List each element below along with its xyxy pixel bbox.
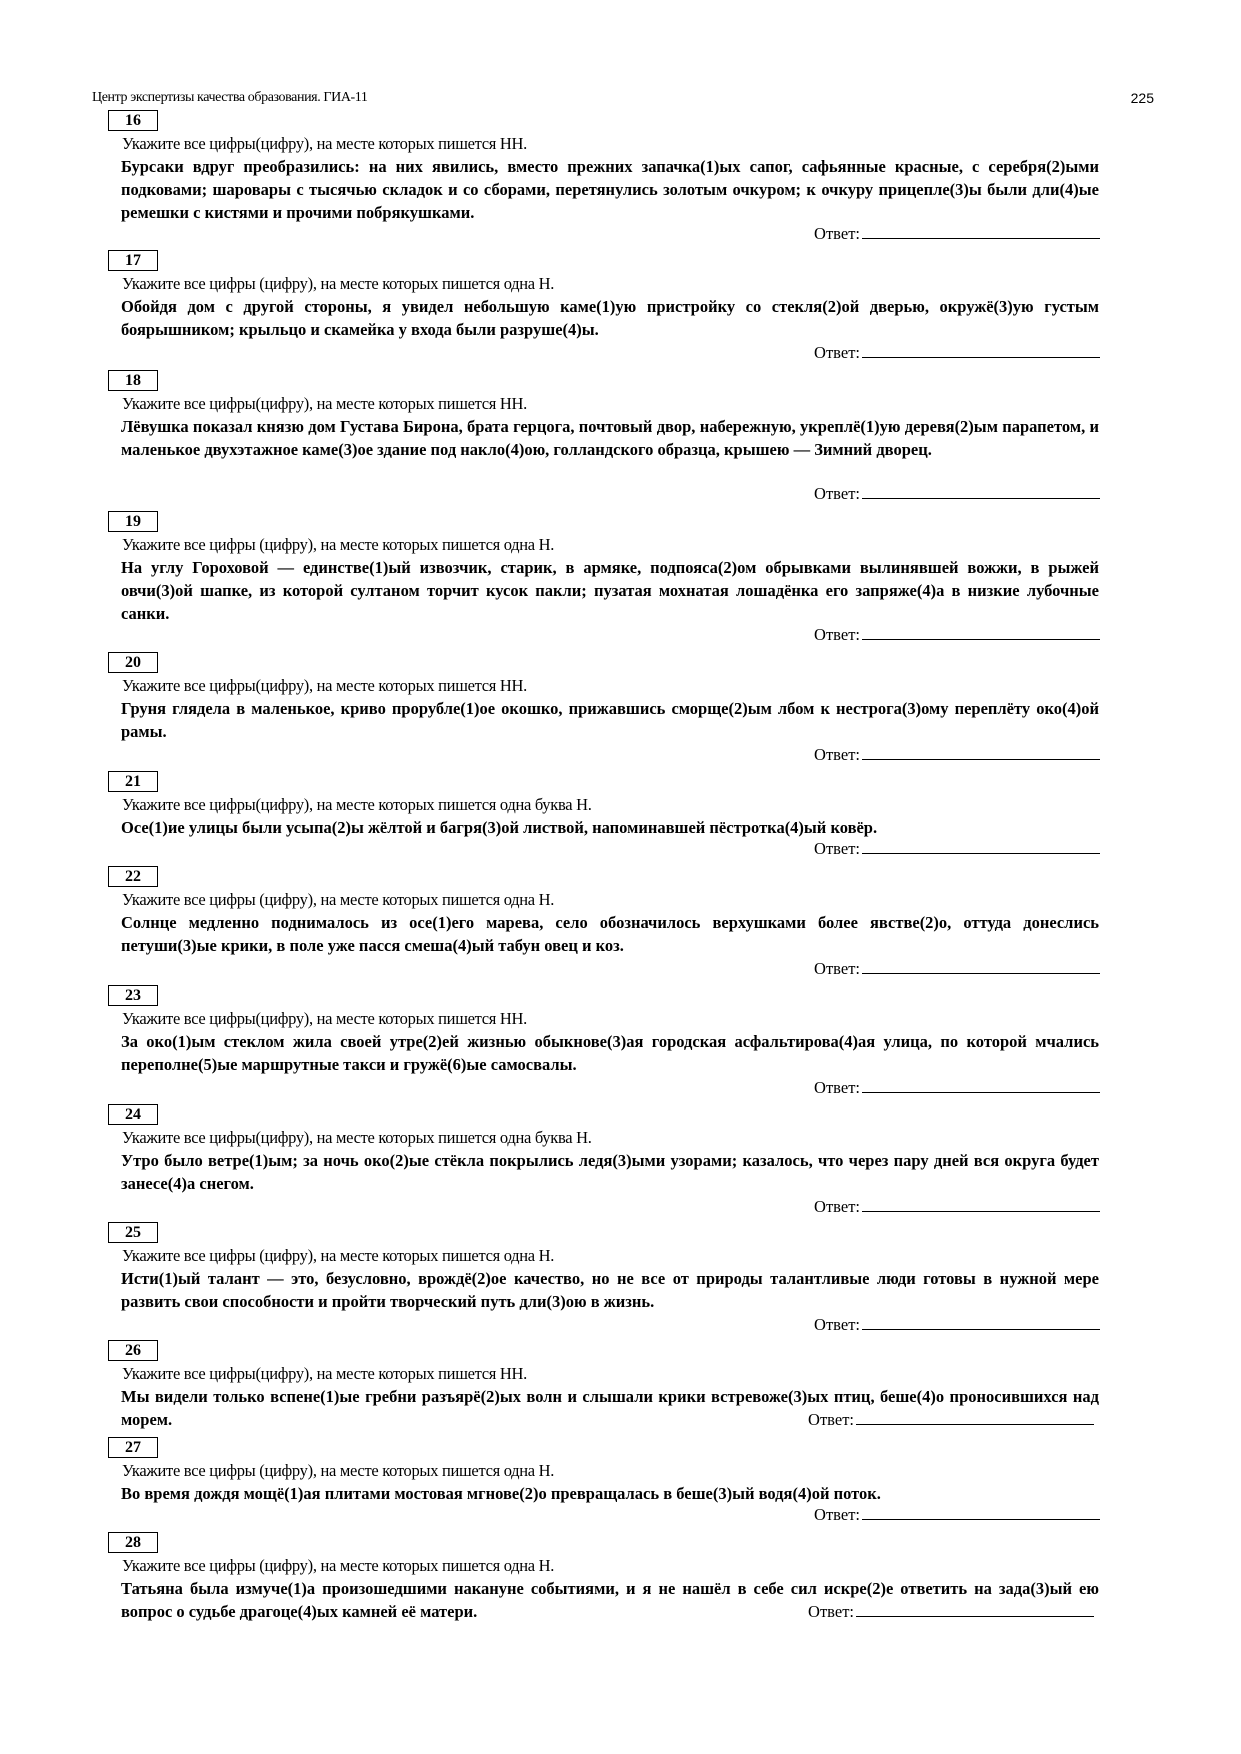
answer-label: Ответ: xyxy=(808,1602,854,1621)
task-number-box: 20 xyxy=(108,652,158,673)
task-text: Обойдя дом с другой стороны, я увидел небольшую каме(1)ую пристройку со стекля(2)ой дверью, окружё(3)ую густым боярышником; крыльцо и скамейка у входа были разруше(4)ы. xyxy=(121,297,1099,339)
answer-field[interactable] xyxy=(808,1410,1094,1430)
answer-label: Ответ: xyxy=(814,839,860,858)
answer-line[interactable] xyxy=(862,343,1100,358)
task-number-box: 26 xyxy=(108,1340,158,1361)
answer-field[interactable] xyxy=(814,625,1100,645)
answer-line[interactable] xyxy=(862,839,1100,854)
task-instruction: Укажите все цифры (цифру), на месте которых пишется одна Н. xyxy=(122,1461,555,1480)
answer-field[interactable] xyxy=(814,839,1100,859)
answer-line[interactable] xyxy=(862,1505,1100,1520)
answer-label: Ответ: xyxy=(814,625,860,644)
answer-field[interactable] xyxy=(814,1078,1100,1098)
answer-line[interactable] xyxy=(862,1078,1100,1093)
answer-field[interactable] xyxy=(814,745,1100,765)
answer-label: Ответ: xyxy=(814,1078,860,1097)
task-text: Груня глядела в маленькое, криво прорубле(1)ое окошко, прижавшись сморще(2)ым лбом к нестрога(3)ому переплёту око(4)ой рамы. xyxy=(121,699,1099,741)
task-instruction: Укажите все цифры (цифру), на месте которых пишется одна Н. xyxy=(122,1246,555,1265)
answer-field[interactable] xyxy=(814,1197,1100,1217)
answer-field[interactable] xyxy=(814,1315,1100,1335)
answer-label: Ответ: xyxy=(814,959,860,978)
task-number-box: 17 xyxy=(108,250,158,271)
task-instruction: Укажите все цифры(цифру), на месте которых пишется НН. xyxy=(122,1009,527,1028)
task-text: Бурсаки вдруг преобразились: на них явились, вместо прежних запачка(1)ых сапог, сафьянные красные, с серебря(2)ыми подковами; шаровары с тысячью складок и со сборами, перетянулись золотым очкуром; к очкуру прицепле(3)ы были дли(4)ые ремешки с кистями и прочими побрякушками. xyxy=(121,157,1099,222)
answer-label: Ответ: xyxy=(814,484,860,503)
answer-line[interactable] xyxy=(862,1197,1100,1212)
task-number-box: 22 xyxy=(108,866,158,887)
task-instruction: Укажите все цифры (цифру), на месте которых пишется одна Н. xyxy=(122,535,555,554)
answer-line[interactable] xyxy=(862,959,1100,974)
answer-field[interactable] xyxy=(814,224,1100,244)
header-title: Центр экспертизы качества образования. ГИА-11 xyxy=(92,90,368,105)
task-instruction: Укажите все цифры(цифру), на месте которых пишется НН. xyxy=(122,676,527,695)
page-header xyxy=(92,90,1154,110)
task-instruction: Укажите все цифры(цифру), на месте которых пишется одна буква Н. xyxy=(122,795,592,814)
answer-label: Ответ: xyxy=(814,343,860,362)
task-text: Татьяна была измуче(1)а произошедшими накануне событиями, и я не нашёл в себе сил искре(2)е ответить на зада(3)ый ею вопрос о судьбе драгоце(4)ых камней её матери. xyxy=(121,1579,1099,1621)
answer-label: Ответ: xyxy=(814,1197,860,1216)
page-number: 225 xyxy=(1130,90,1154,106)
task-text: Во время дождя мощё(1)ая плитами мостовая мгнове(2)о превращалась в беше(3)ый водя(4)ой поток. xyxy=(121,1484,881,1503)
task-number-box: 25 xyxy=(108,1222,158,1243)
task-number-box: 21 xyxy=(108,771,158,792)
answer-line[interactable] xyxy=(862,484,1100,499)
task-text: Осе(1)ие улицы были усыпа(2)ы жёлтой и багря(3)ой листвой, напоминавшей пёстротка(4)ый ковёр. xyxy=(121,818,878,837)
task-text: Мы видели только вспене(1)ые гребни разъярё(2)ых волн и слышали крики встревоже(3)ых птиц, беше(4)о проносившихся над морем. xyxy=(121,1387,1099,1429)
task-text: Исти(1)ый талант — это, безусловно, врождё(2)ое качество, но не все от природы талантливые люди готовы в нужной мере развить свои способности и пройти творческий путь дли(3)ою в жизнь. xyxy=(121,1269,1099,1311)
task-text: Солнце медленно поднималось из осе(1)его марева, село обозначилось верхушками более явстве(2)о, оттуда донеслись петуши(3)ые крики, в поле уже пасся смеша(4)ый табун овец и коз. xyxy=(121,913,1099,955)
answer-line[interactable] xyxy=(856,1410,1094,1425)
answer-line[interactable] xyxy=(862,625,1100,640)
answer-label: Ответ: xyxy=(814,1505,860,1524)
answer-field[interactable] xyxy=(814,484,1100,504)
answer-field[interactable] xyxy=(814,343,1100,363)
answer-line[interactable] xyxy=(862,745,1100,760)
task-instruction: Укажите все цифры (цифру), на месте которых пишется одна Н. xyxy=(122,274,555,293)
task-number-box: 16 xyxy=(108,110,158,131)
task-number-box: 28 xyxy=(108,1532,158,1553)
answer-line[interactable] xyxy=(862,1315,1100,1330)
task-text: Лёвушка показал князю дом Густава Бирона, брата герцога, почтовый двор, набережную, укреплё(1)ую деревя(2)ым парапетом, и маленькое двухэтажное каме(3)ое здание под накло(4)ою, голландского образца, крышею — Зимний дворец. xyxy=(121,417,1099,459)
answer-label: Ответ: xyxy=(814,1315,860,1334)
task-instruction: Укажите все цифры(цифру), на месте которых пишется НН. xyxy=(122,1364,527,1383)
answer-label: Ответ: xyxy=(814,745,860,764)
task-text: На углу Гороховой — единстве(1)ый извозчик, старик, в армяке, подпояса(2)ом обрывками вылинявшей вожжи, в рыжей овчи(3)ой шапке, из которой султаном торчит кусок пакли; пузатая мохнатая лошадёнка его запряже(4)а в низкие лубочные санки. xyxy=(121,558,1099,623)
answer-label: Ответ: xyxy=(814,224,860,243)
answer-field[interactable] xyxy=(814,1505,1100,1525)
answer-field[interactable] xyxy=(808,1602,1094,1622)
task-number-box: 19 xyxy=(108,511,158,532)
task-number-box: 23 xyxy=(108,985,158,1006)
task-instruction: Укажите все цифры (цифру), на месте которых пишется одна Н. xyxy=(122,890,555,909)
task-number-box: 24 xyxy=(108,1104,158,1125)
task-instruction: Укажите все цифры(цифру), на месте которых пишется НН. xyxy=(122,134,527,153)
answer-line[interactable] xyxy=(856,1602,1094,1617)
answer-field[interactable] xyxy=(814,959,1100,979)
task-text: Утро было ветре(1)ым; за ночь око(2)ые стёкла покрылись ледя(3)ыми узорами; казалось, что через пару дней вся округа будет занесе(4)а снегом. xyxy=(121,1151,1099,1193)
task-number-box: 18 xyxy=(108,370,158,391)
task-instruction: Укажите все цифры(цифру), на месте которых пишется одна буква Н. xyxy=(122,1128,592,1147)
task-text: За око(1)ым стеклом жила своей утре(2)ей жизнью обыкнове(3)ая городская асфальтирова(4)ая улица, по которой мчались переполне(5)ые маршрутные такси и гружё(6)ые самосвалы. xyxy=(121,1032,1099,1074)
answer-label: Ответ: xyxy=(808,1410,854,1429)
task-instruction: Укажите все цифры(цифру), на месте которых пишется НН. xyxy=(122,394,527,413)
task-instruction: Укажите все цифры (цифру), на месте которых пишется одна Н. xyxy=(122,1556,555,1575)
answer-line[interactable] xyxy=(862,224,1100,239)
task-number-box: 27 xyxy=(108,1437,158,1458)
